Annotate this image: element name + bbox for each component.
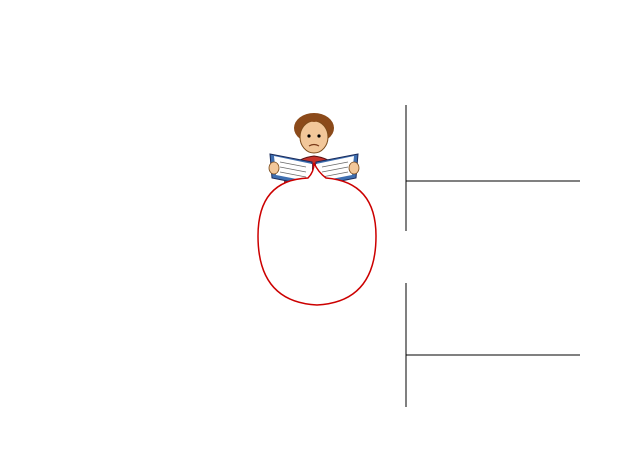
graphs-area	[380, 95, 590, 415]
bullet-item-1	[62, 101, 64, 121]
speech-bubble	[252, 160, 382, 310]
bullet-item-3	[62, 318, 64, 338]
bullet-item-2	[62, 205, 64, 225]
bubble-text	[256, 190, 378, 194]
